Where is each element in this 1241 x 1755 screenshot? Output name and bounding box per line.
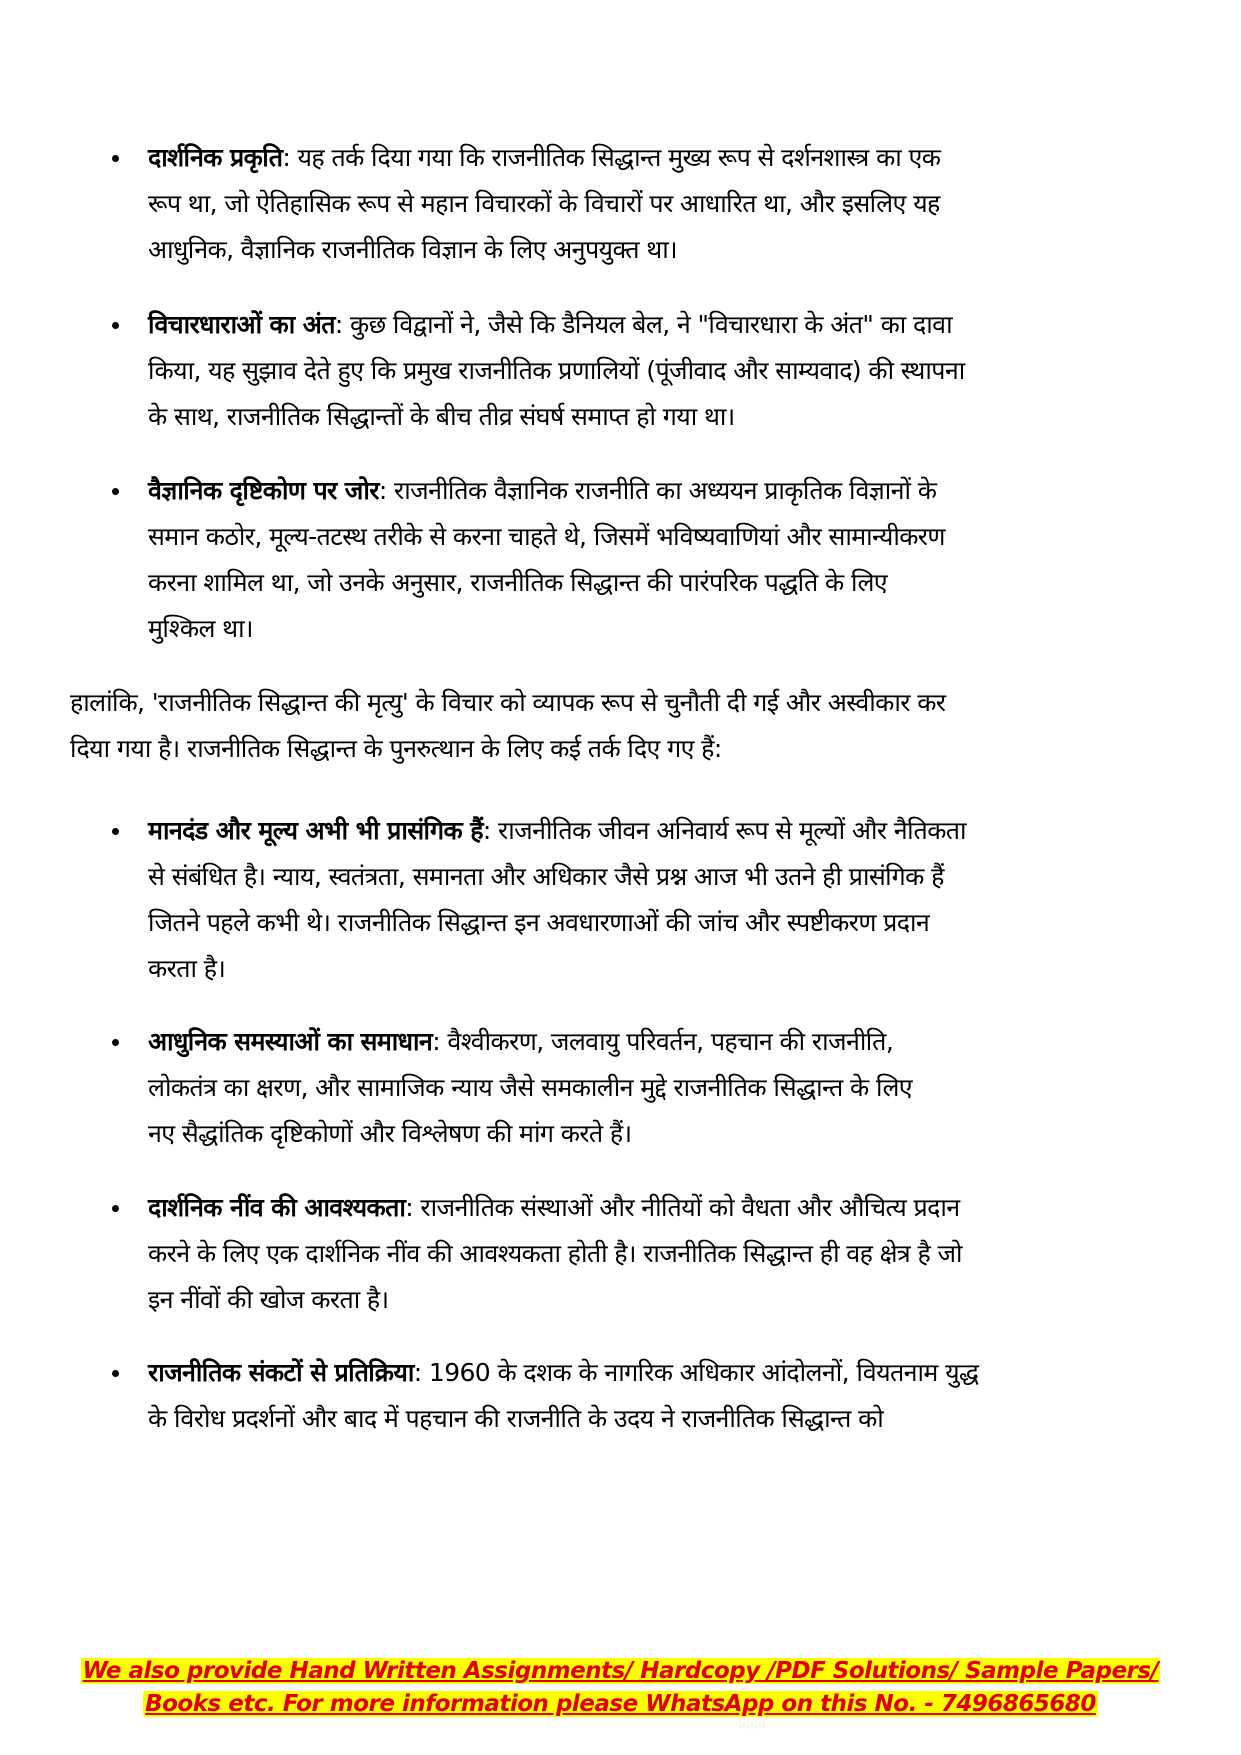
bullet-text: : राजनीतिक वैज्ञानिक राजनीति का अध्ययन प्राकृतिक विज्ञानों के [378,476,937,505]
bullet-line [148,135,940,181]
footer-promo-line-1 [0,1655,1241,1687]
bullet-lead: दार्शनिक प्रकृति [148,143,283,172]
bullet-lead: विचारधाराओं का अंत [148,310,335,339]
bullet-text: : राजनीतिक संस्थाओं और नीतियों को वैधता और औचित्य प्रदान [405,1193,960,1222]
bullet-line: नए सैद्धांतिक दृष्टिकोणों और विश्लेषण की मांग करते हैं। [148,1119,632,1148]
bullet-lead: राजनीतिक संकटों से प्रतिक्रिया [148,1358,414,1387]
bullet-line: किया, यह सुझाव देते हुए कि प्रमुख राजनीतिक प्रणालियों (पूंजीवाद और साम्यवाद) की स्थापना [148,356,965,385]
paragraph-line: दिया गया है। राजनीतिक सिद्धान्त के पुनरुत्थान के लिए कई तर्क दिए गए हैं: [70,734,722,763]
bullet-text: : राजनीतिक जीवन अनिवार्य रूप से मूल्यों और नैतिकता [482,816,966,845]
bullet-line: रूप था, जो ऐतिहासिक रूप से महान विचारकों के विचारों पर आधारित था, और इसलिए यह [148,189,940,218]
footer-text: Books etc. For more information please WhatsApp on this No. - 7496865680 [145,1691,1096,1717]
bullet-line: समान कठोर, मूल्य-तटस्थ तरीके से करना चाहते थे, जिसमें भविष्यवाणियां और सामान्यीकरण [148,522,945,551]
bullet-icon [112,488,119,495]
bullet-line [148,1350,978,1396]
bullet-icon [112,1370,119,1377]
bullet-line [148,468,936,514]
footer-text: We also provide Hand Written Assignments/ Hardcopy /PDF Solutions/ Sample Papers/ [82,1658,1159,1684]
bullet-line: के साथ, राजनीतिक सिद्धान्तों के बीच तीव्र संघर्ष समाप्त हो गया था। [148,402,735,431]
bullet-lead: मानदंड और मूल्य अभी भी प्रासंगिक हैं [148,816,483,845]
bullet-line: मुश्किल था। [148,614,253,643]
bullet-icon [112,1205,119,1212]
bullet-line: इन नींवों की खोज करता है। [148,1285,389,1314]
bullet-lead: वैज्ञानिक दृष्टिकोण पर जोर [148,476,379,505]
bullet-line [148,1185,960,1231]
bullet-line: आधुनिक, वैज्ञानिक राजनीतिक विज्ञान के लिए अनुपयुक्त था। [148,235,677,264]
bullet-line: जितने पहले कभी थे। राजनीतिक सिद्धान्त इन अवधारणाओं की जांच और स्पष्टीकरण प्रदान [148,908,930,937]
bullet-text: : वैश्वीकरण, जलवायु परिवर्तन, पहचान की राजनीति, [432,1027,894,1056]
bullet-line: लोकतंत्र का क्षरण, और सामाजिक न्याय जैसे समकालीन मुद्दे राजनीतिक सिद्धान्त के लिए [148,1073,913,1102]
bullet-icon [112,828,119,835]
bullet-icon [112,155,119,162]
bullet-icon [112,1039,119,1046]
bullet-icon [112,322,119,329]
bullet-line [148,808,966,854]
bullet-line [148,302,952,348]
bullet-line: के विरोध प्रदर्शनों और बाद में पहचान की राजनीति के उदय ने राजनीतिक सिद्धान्त को [148,1404,884,1433]
bullet-text: : यह तर्क दिया गया कि राजनीतिक सिद्धान्त मुख्य रूप से दर्शनशास्त्र का एक [282,143,941,172]
bullet-line: करने के लिए एक दार्शनिक नींव की आवश्यकता होती है। राजनीतिक सिद्धान्त ही वह क्षेत्र है जो [148,1239,962,1268]
bullet-line: करना शामिल था, जो उनके अनुसार, राजनीतिक सिद्धान्त की पारंपरिक पद्धति के लिए [148,568,888,597]
bullet-text: : 1960 के दशक के नागरिक अधिकार आंदोलनों, वियतनाम युद्ध [413,1358,979,1387]
bullet-line: करता है। [148,954,226,983]
bullet-lead: दार्शनिक नींव की आवश्यकता [148,1193,406,1222]
bullet-lead: आधुनिक समस्याओं का समाधान [148,1027,433,1056]
bullet-text: : कुछ विद्वानों ने, जैसे कि डैनियल बेल, ने "विचारधारा के अंत" का दावा [334,310,952,339]
bullet-line: से संबंधित है। न्याय, स्वतंत्रता, समानता और अधिकार जैसे प्रश्न आज भी उतने ही प्रासंगिक हैं [148,862,944,891]
paragraph-line: हालांकि, 'राजनीतिक सिद्धान्त की मृत्यु' के विचार को व्यापक रूप से चुनौती दी गई और अस्वीकार कर [70,688,946,717]
bullet-line [148,1019,893,1065]
footer-promo-line-2 [0,1688,1241,1720]
